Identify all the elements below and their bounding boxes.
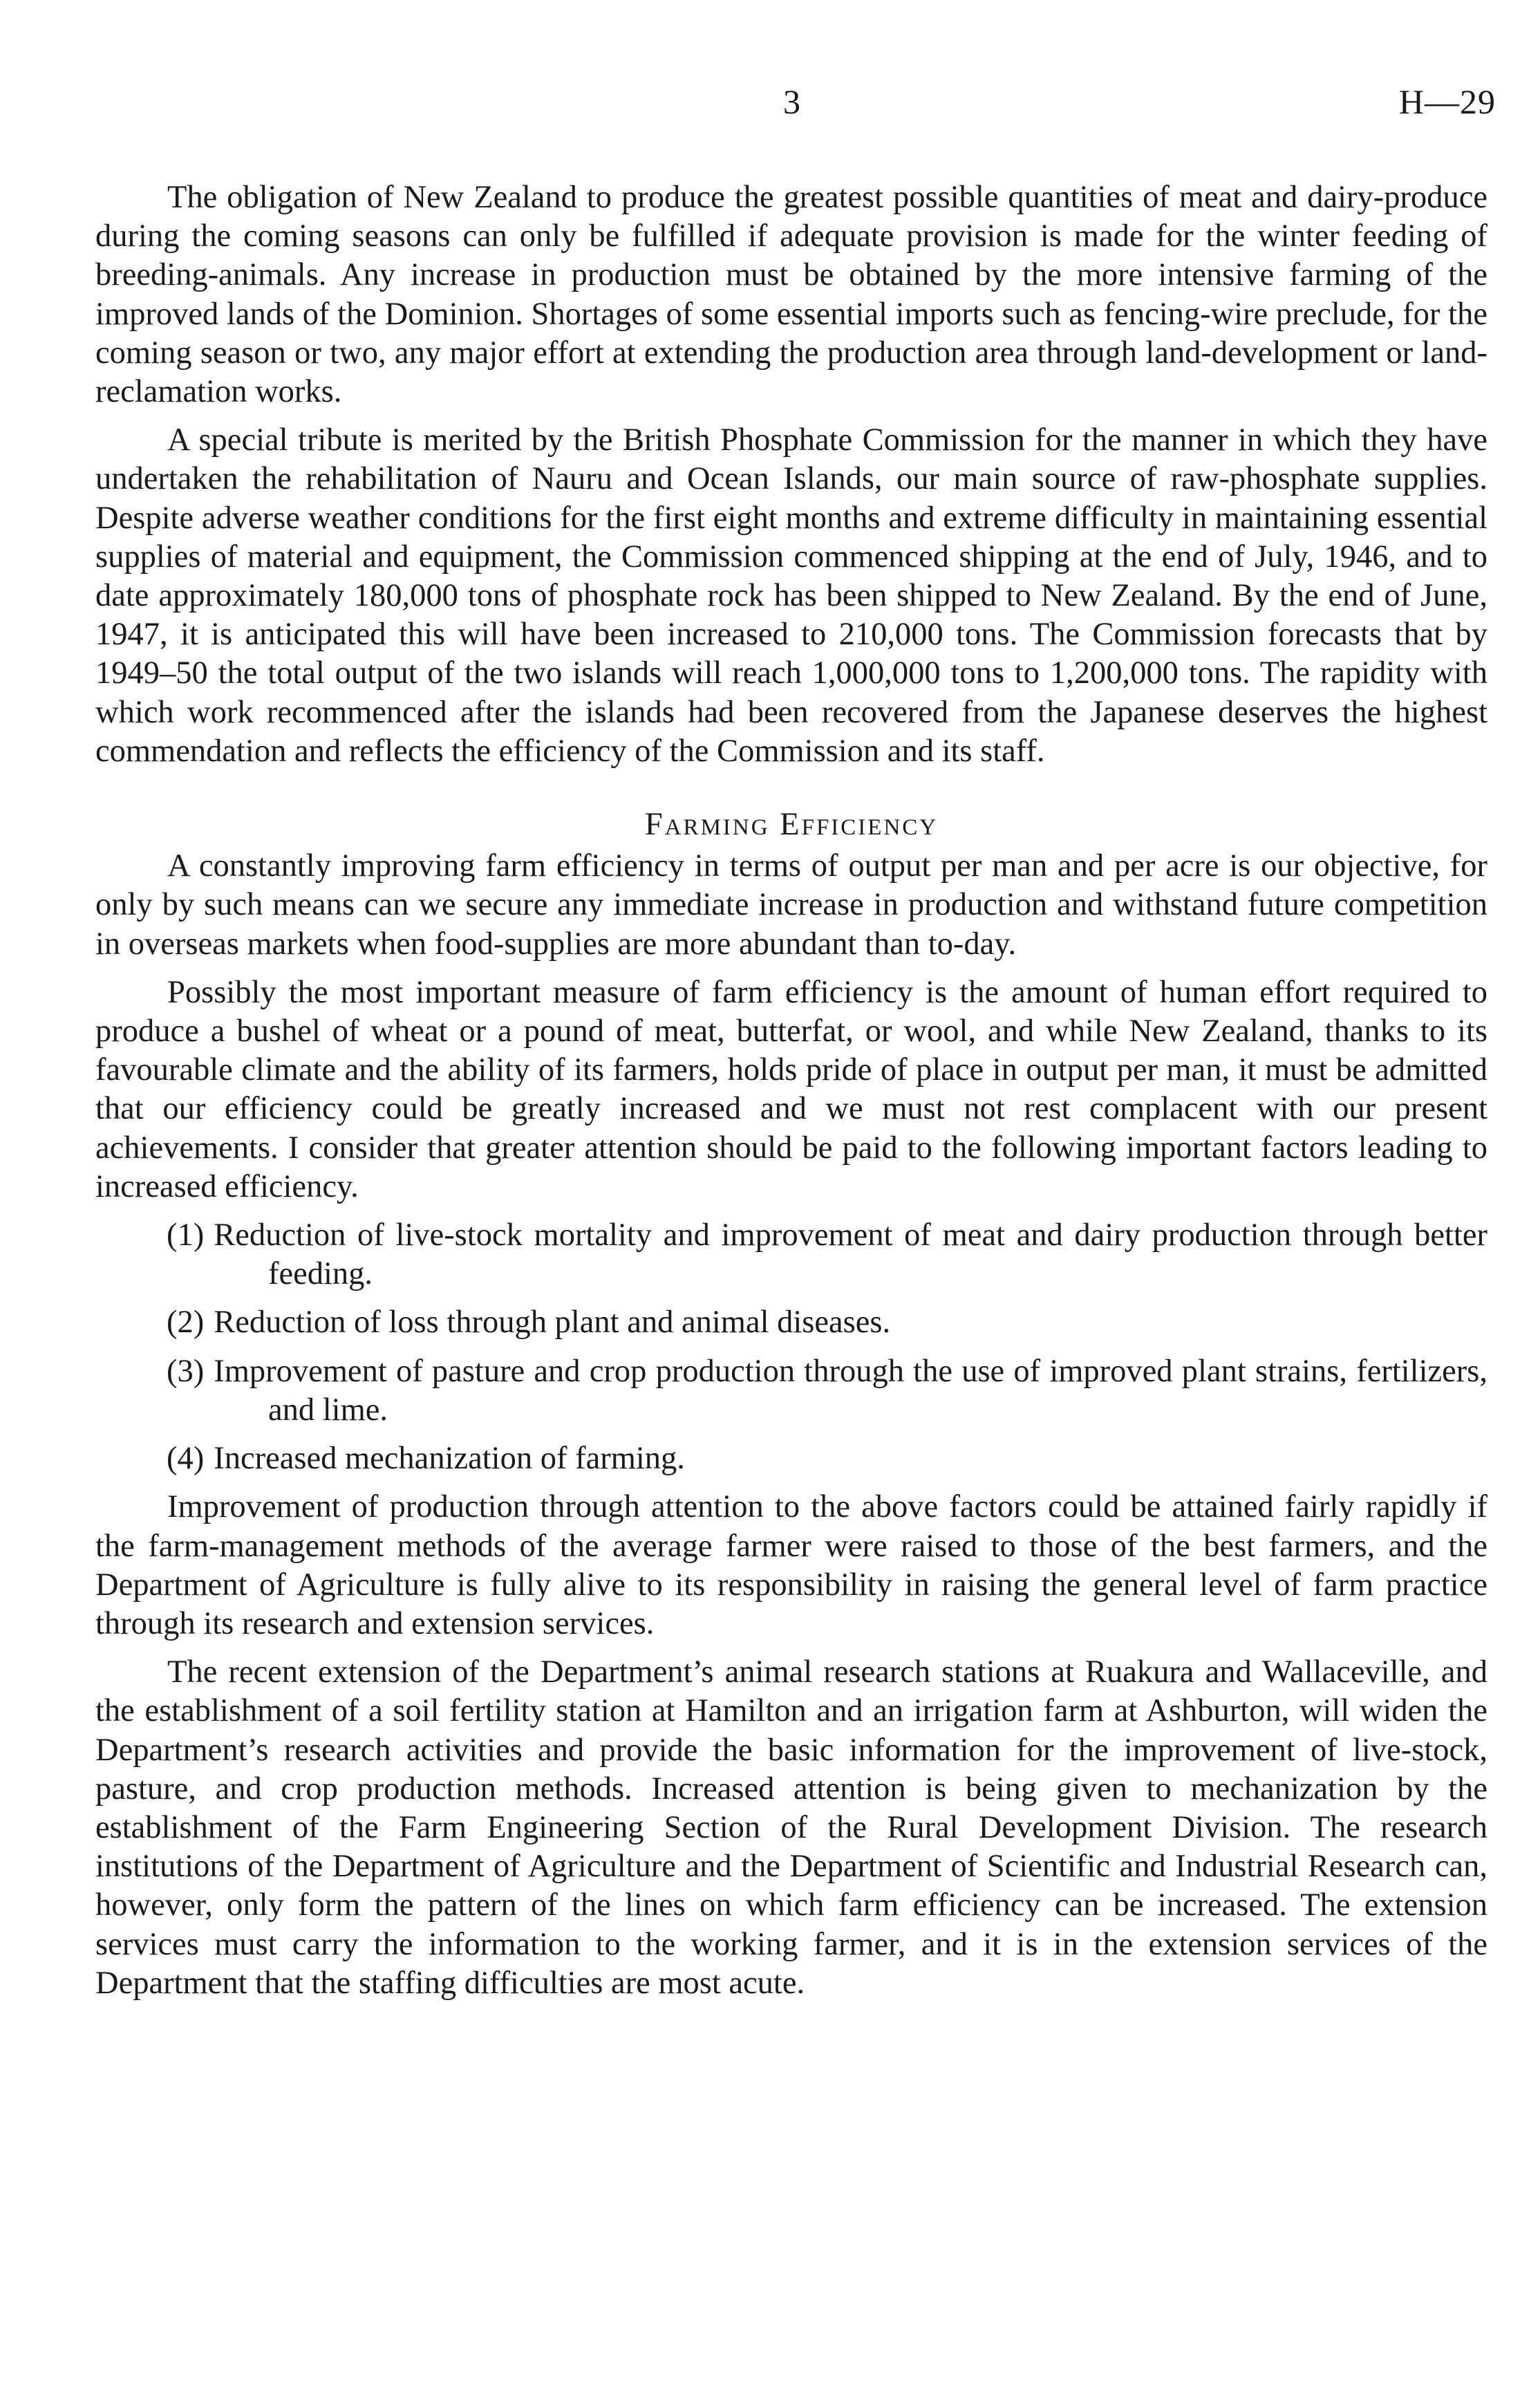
list-item bbox=[95, 1216, 1487, 1294]
list-item bbox=[95, 1352, 1487, 1430]
paragraph-research-stations: The recent extension of the Department’s animal research stations at Ruakura and Wallaceville, and the establishment of a soil fertility station at Hamilton and an irrigation farm at Ashburton, will widen the Department’s research activities and provide the basic information for the improvement of live-stock, pasture, and crop production methods. Increased attention is being given to mechanization by the establishment of the Farm Engineering Section of the Rural Development Division. The research institutions of the Department of Agriculture and the Department of Scientific and Industrial Research can, however, only form the pattern of the lines on which farm efficiency can be increased. The extension services must carry the information to the working farmer, and it is in the extension services of the Department that the staffing difficulties are most acute. bbox=[95, 1654, 1487, 2001]
section-heading: Farming Efficiency bbox=[644, 807, 939, 843]
list-item-text: Improvement of pasture and crop production through the use of improved plant strains, fertilizers, and lime. bbox=[214, 1353, 1487, 1428]
paragraph-farm-management: Improvement of production through attention to the above factors could be attained fairly rapidly if the farm-management methods of the average farmer were raised to those of the best farmers, and the Department of Agriculture is fully alive to its responsibility in raising the general level of farm practice through its research and extension services. bbox=[95, 1489, 1487, 1641]
page-number: 3 bbox=[783, 82, 800, 121]
document-code: H—29 bbox=[1398, 82, 1496, 121]
paragraph-phosphate-commission: A special tribute is merited by the British Phosphate Commission for the manner in which they have undertaken the rehabilitation of Nauru and Ocean Islands, our main source of raw-phosphate supplies. Despite adverse weather conditions for the first eight months and extreme difficulty in maintaining essential supplies of material and equipment, the Commission commenced shipping at the end of July, 1946, and to date approximately 180,000 tons of phosphate rock has been shipped to New Zealand. By the end of June, 1947, it is anticipated this will have been increased to 210,000 tons. The Commission forecasts that by 1949–50 the total output of the two islands will reach 1,000,000 tons to 1,200,000 tons. The rapidity with which work recommenced after the islands had been recovered from the Japanese deserves the highest commendation and reflects the efficiency of the Commission and its staff. bbox=[95, 422, 1487, 769]
paragraph-farm-efficiency: A constantly improving farm efficiency in terms of output per man and per acre is our objective, for only by such means can we secure any immediate increase in production and withstand future competition in overseas markets when food-supplies are more abundant than to-day. bbox=[95, 848, 1487, 962]
paragraph-human-effort: Possibly the most important measure of farm efficiency is the amount of human effort required to produce a bushel of wheat or a pound of meat, butterfat, or wool, and while New Zealand, thanks to its favourable climate and the ability of its farmers, holds pride of place in output per man, it must be admitted that our efficiency could be greatly increased and we must not rest complacent with our present achievements. I consider that greater attention should be paid to the following important factors leading to increased efficiency. bbox=[95, 974, 1487, 1204]
list-item-number: (1) bbox=[167, 1217, 205, 1253]
list-item-text: Reduction of live-stock mortality and improvement of meat and dairy production through better feeding. bbox=[214, 1217, 1487, 1292]
list-item bbox=[95, 1303, 1487, 1342]
list-item-number: (3) bbox=[167, 1353, 205, 1389]
list-item-text: Increased mechanization of farming. bbox=[214, 1441, 685, 1477]
factors-list bbox=[95, 1216, 1487, 1478]
list-item bbox=[95, 1439, 1487, 1478]
list-item-text: Reduction of loss through plant and animal diseases. bbox=[214, 1305, 891, 1341]
page-header bbox=[0, 82, 1540, 137]
list-item-number: (2) bbox=[167, 1305, 205, 1341]
paragraph-winter-feeding: The obligation of New Zealand to produce the greatest possible quantities of meat and dairy-produce during the coming seasons can only be fulfilled if adequate provision is made for the winter feeding of breeding-animals. Any increase in production must be obtained by the more intensive farming of the improved lands of the Dominion. Shortages of some essential imports such as fencing-wire preclude, for the coming season or two, any major effort at extending the production area through land-development or land-reclamation works. bbox=[95, 180, 1487, 410]
list-item-number: (4) bbox=[167, 1441, 205, 1477]
body-text bbox=[95, 178, 1487, 2013]
